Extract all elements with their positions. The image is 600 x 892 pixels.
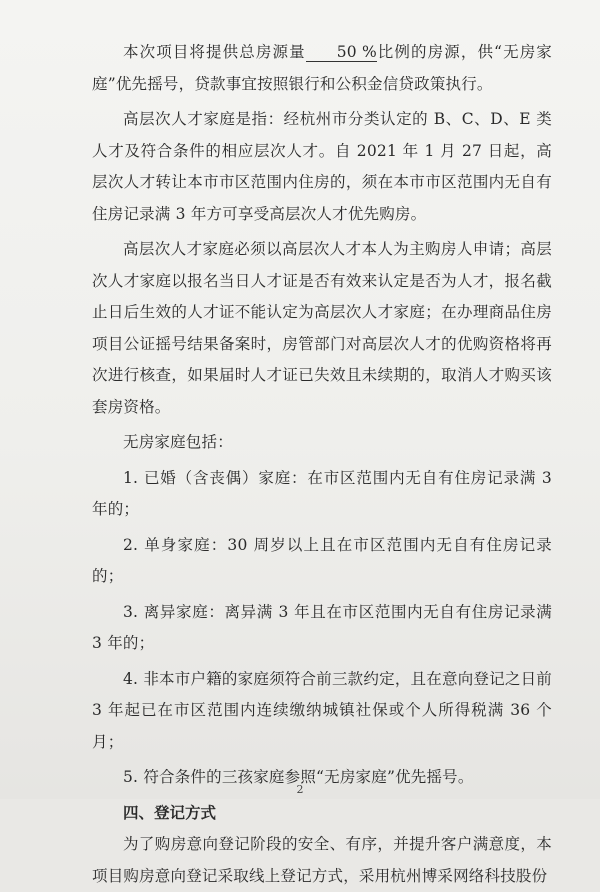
list-item-married: 1. 已婚（含丧偶）家庭：在市区范围内无自有住房记录满 3 年的； (92, 468, 552, 518)
share-percentage: 50 % (306, 43, 377, 62)
paragraph-talent-requirements: 高层次人才家庭必须以高层次人才本人为主购房人申请；高层次人才家庭以报名当日人才证是否有效来认定是否为人才，报名截止日后生效的人才证不能认定为高层次人才家庭；在办理商品住房项目公证摇号结果备案时，房管部门对高层次人才的优购资格将再次进行核查，如果届时人才证已失效且未续期的，取消人才购买该套房资格。 (92, 240, 552, 416)
list-item-single: 2. 单身家庭：30 周岁以上且在市区范围内无自有住房记录的； (92, 535, 552, 585)
list-item-non-local: 4. 非本市户籍的家庭须符合前三款约定，且在意向登记之日前 3 年起已在市区范围内连续缴纳城镇社保或个人所得税满 36 个月； (92, 669, 552, 751)
section-heading-registration: 四、登记方式 (123, 803, 217, 822)
page-number: 2 (296, 783, 304, 796)
share-text-end: 比例的房源，供“无房家庭”优先摇号，贷款事宜按照银行和公积金信贷政策执行。 (92, 43, 553, 93)
list-item-divorced: 3. 离异家庭：离异满 3 年且在市区范围内无自有住房记录满 3 年的； (92, 602, 552, 652)
paragraph-registration-method: 为了购房意向登记阶段的安全、有序，并提升客户满意度，本项目购房意向登记采取线上登记方式，采用杭州博采网络科技股份 (92, 835, 552, 885)
paragraph-no-house-intro: 无房家庭包括： (123, 433, 233, 451)
paragraph-talent-definition: 高层次人才家庭是指：经杭州市分类认定的 B、C、D、E 类人才及符合条件的相应层次人才。自 2021 年 1 月 27 日起，高层次人才转让本市市区范围内住房的，须在本市市区范围内无自有住房记录满 3 年方可享受高层次人才优先购房。 (92, 110, 552, 223)
document-body (92, 37, 552, 892)
paragraph-housing-share (92, 37, 552, 100)
share-text-start: 本次项目将提供总房源量 (123, 43, 306, 61)
list-item-three-child: 5. 符合条件的三孩家庭参照“无房家庭”优先摇号。 (123, 768, 474, 786)
